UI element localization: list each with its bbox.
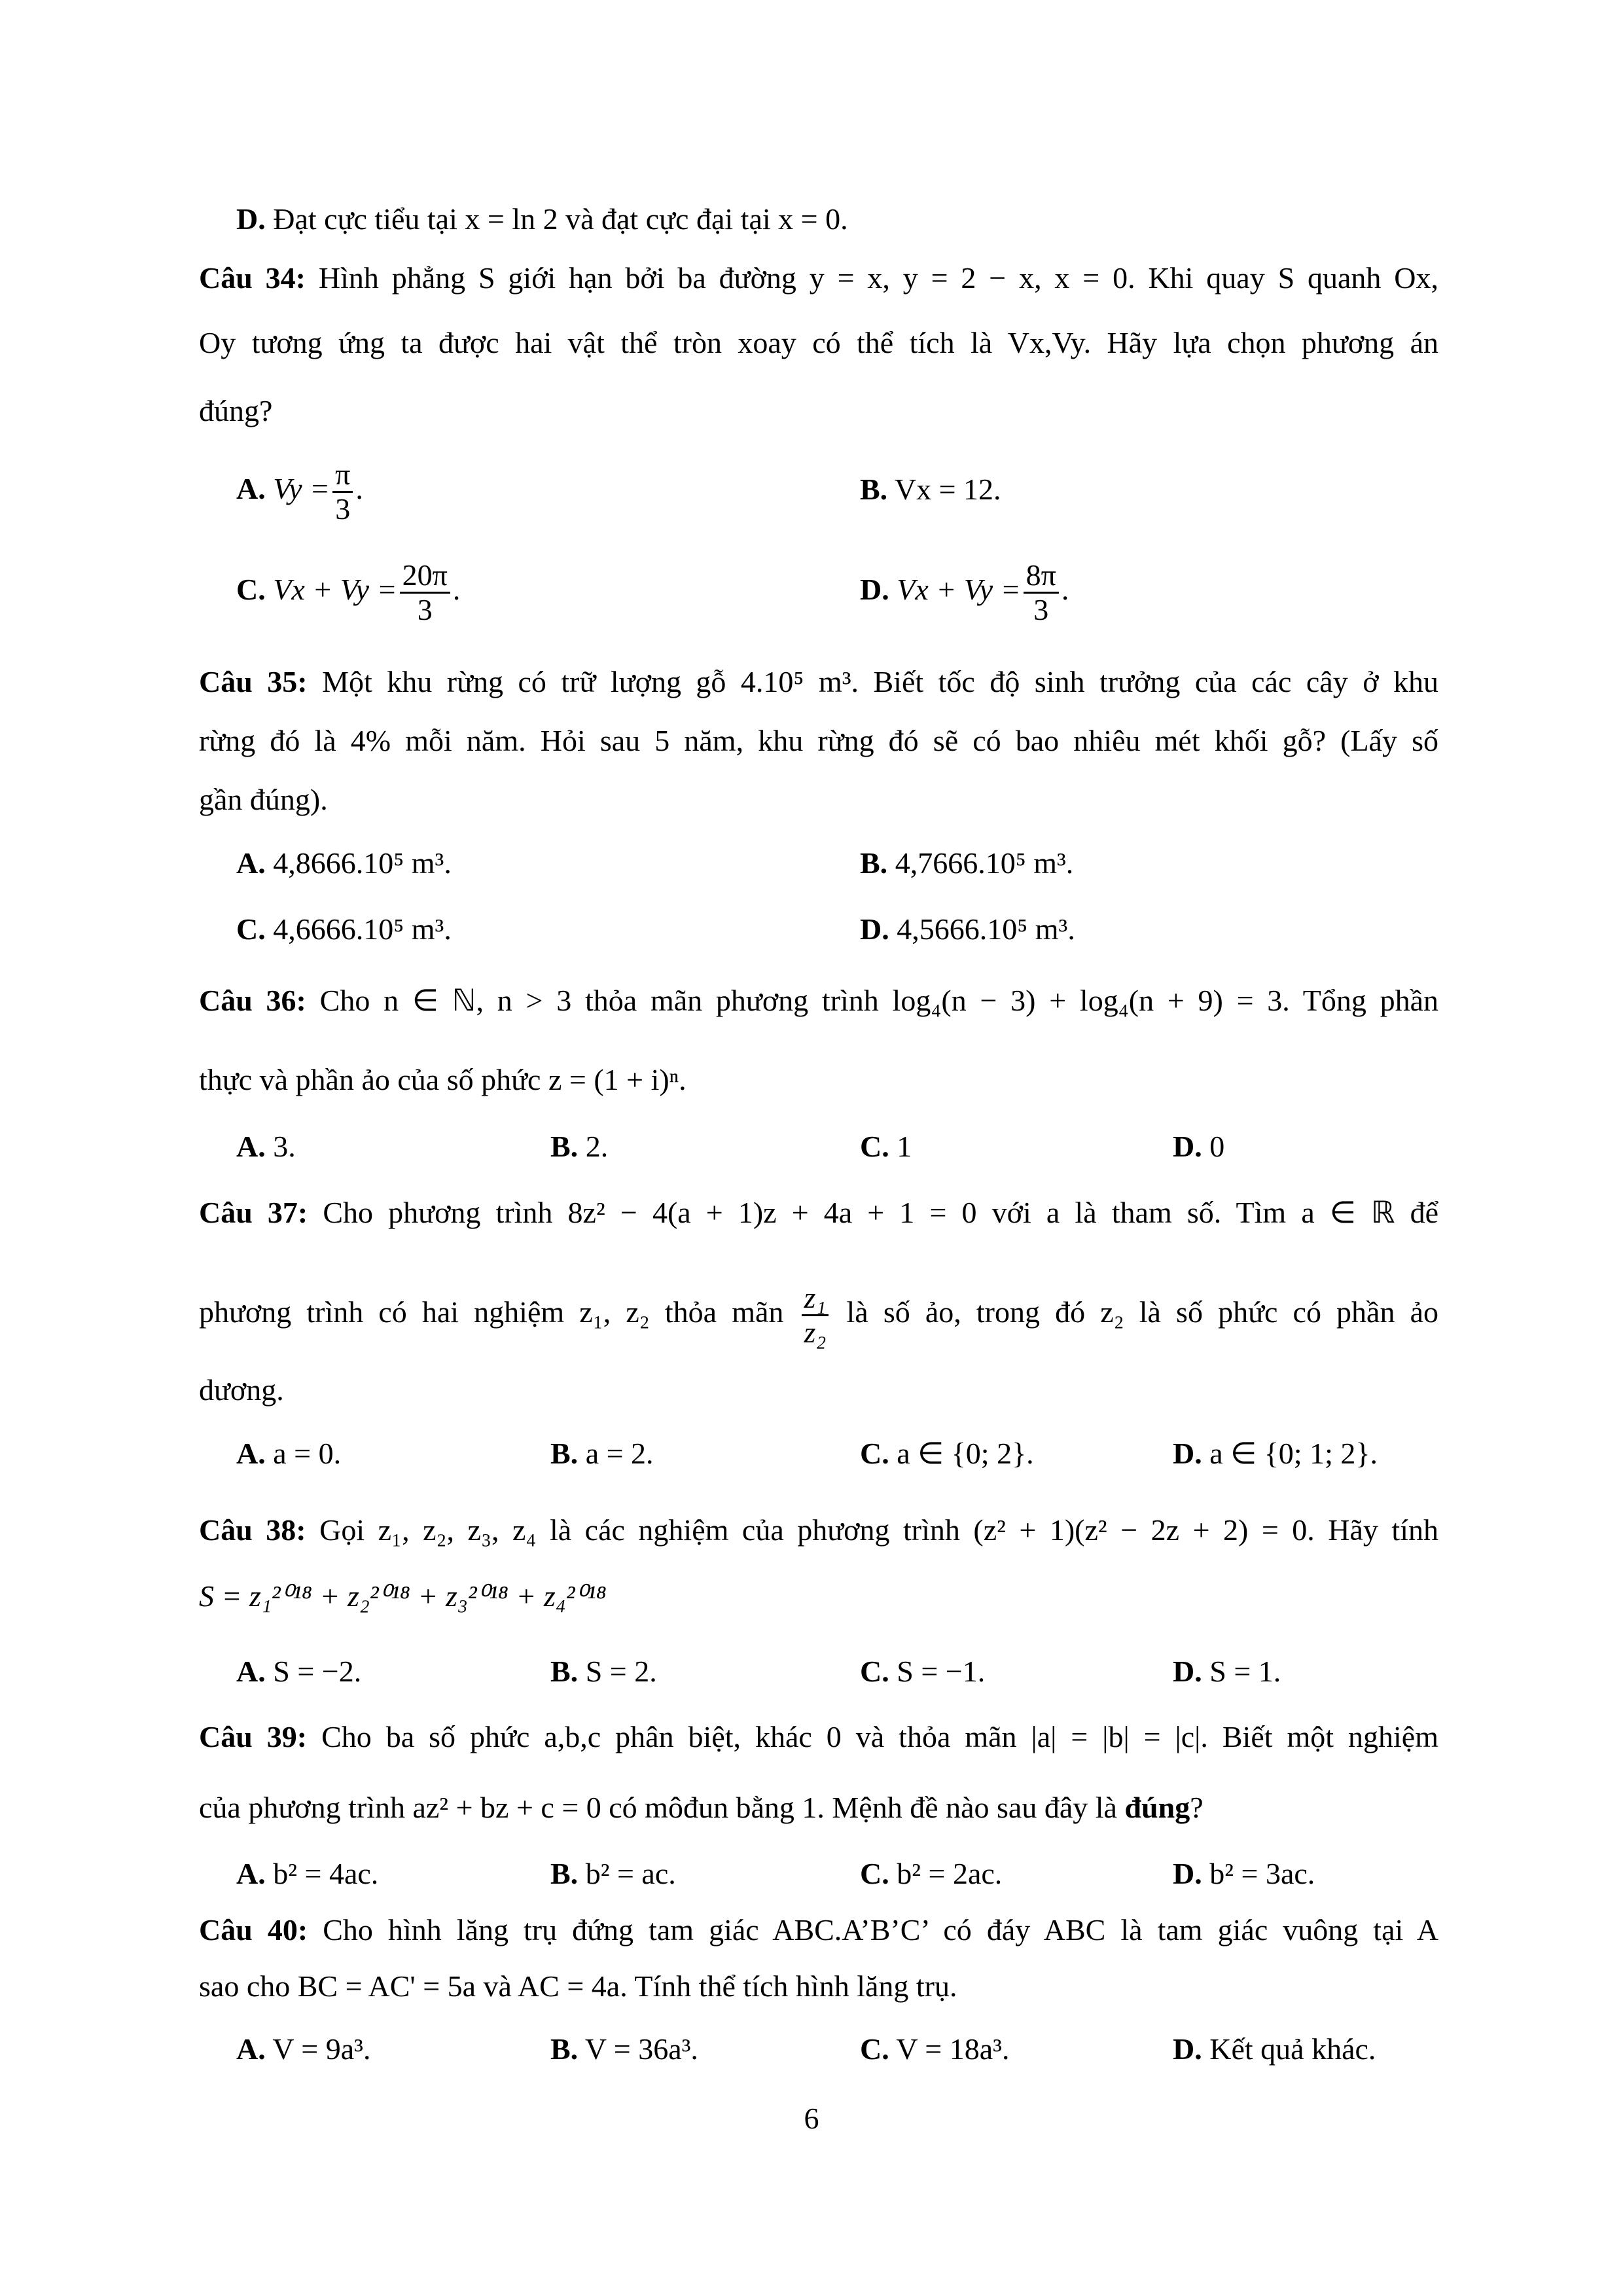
question-text: Gọi z₁, z₂, z₃, z₄ là các nghiệm của phương trình (z² + 1)(z² − 2z + 2) = 0. Hãy tính (319, 1513, 1438, 1547)
question-label: Câu 39: (199, 1720, 308, 1753)
q34-option-a[interactable]: A. Vy = $\frac{\pi}{3}$ . (236, 457, 363, 526)
question-text: Cho hình lăng trụ đứng tam giác ABC.A’B’C’ có đáy ABC là tam giác vuông tại A (323, 1913, 1439, 1946)
question-text: Cho n ∈ ℕ, n > 3 thỏa mãn phương trình log₄(n − 3) + log₄(n + 9) = 3. Tổng phần (319, 984, 1439, 1017)
question-label: Câu 36: (199, 984, 306, 1017)
option-text: S = 1. (1209, 1655, 1281, 1688)
q38-option-b[interactable] (550, 1652, 657, 1691)
option-label: D. (1173, 2032, 1202, 2066)
q37-option-d[interactable] (1173, 1434, 1378, 1473)
q34-option-d[interactable]: D. Vx + Vy = $\frac{8\pi}{3}$ . (860, 558, 1069, 626)
fraction (400, 559, 450, 626)
numerator: π (332, 458, 353, 493)
numerator: z₁ (802, 1282, 829, 1316)
option-text: 3. (273, 1130, 296, 1163)
option-text: a = 0. (273, 1437, 342, 1470)
text: phương trình có hai nghiệm z₁, z₂ thỏa mãn (199, 1295, 784, 1329)
numerator: 8π (1024, 559, 1059, 594)
option-label: A. (236, 472, 266, 506)
question-label: Câu 40: (199, 1913, 308, 1946)
option-text: 4,6666.10⁵ m³. (273, 912, 452, 946)
option-text: S = 2. (585, 1655, 657, 1688)
q39-option-a[interactable] (236, 1854, 378, 1893)
q36-option-c[interactable] (860, 1127, 912, 1166)
question-text: Cho ba số phức a,b,c phân biệt, khác 0 và thỏa mãn |a| = |b| = |c|. Biết một nghiệm (321, 1720, 1439, 1753)
option-label: D. (1173, 1130, 1202, 1163)
option-text: 2. (585, 1130, 609, 1163)
q37-option-c[interactable] (860, 1434, 1034, 1473)
emphasis: đúng (1124, 1791, 1190, 1824)
option-text: 1 (897, 1130, 912, 1163)
q37-option-a[interactable] (236, 1434, 341, 1473)
option-label: B. (550, 1437, 579, 1470)
question-label: Câu 34: (199, 261, 306, 295)
q40-option-a[interactable] (236, 2030, 370, 2069)
option-lhs: Vx + Vy = (897, 573, 1021, 607)
q38-option-a[interactable] (236, 1652, 361, 1691)
option-label: A. (236, 1655, 266, 1688)
question-text: Cho phương trình 8z² − 4(a + 1)z + 4a + 1 = 0 với a là tham số. Tìm a ∈ ℝ để (323, 1196, 1439, 1229)
numerator: 20π (400, 559, 450, 594)
q40-line1 (199, 1910, 1438, 1950)
option-text: b² = 4ac. (273, 1857, 379, 1890)
option-label: D. (1173, 1857, 1202, 1890)
denominator: 3 (417, 593, 433, 626)
option-text: Đạt cực tiểu tại x = ln 2 và đạt cực đại tại x = 0. (273, 202, 848, 236)
page-number: 6 (804, 2102, 819, 2135)
q34-line1 (199, 259, 1438, 298)
q36-option-d[interactable] (1173, 1127, 1224, 1166)
option-text: 4,7666.10⁵ m³. (895, 846, 1074, 880)
option-label: C. (860, 1857, 889, 1890)
option-text: S = −1. (897, 1655, 986, 1688)
option-text: V = 9a³. (272, 2032, 371, 2066)
q39-option-c[interactable] (860, 1854, 1002, 1893)
q37-option-b[interactable] (550, 1434, 654, 1473)
fraction (1024, 559, 1059, 626)
option-label: B. (550, 1857, 579, 1890)
denominator: z₂ (804, 1316, 827, 1349)
option-text: V = 18a³. (896, 2032, 1010, 2066)
option-label: C. (236, 912, 266, 946)
q36-option-b[interactable] (550, 1127, 608, 1166)
question-text: Hình phẳng S giới hạn bởi ba đường y = x, y = 2 − x, x = 0. Khi quay S quanh Ox, (318, 261, 1438, 295)
q38-line2: S = z₁²⁰¹⁸ + z₂²⁰¹⁸ + z₃²⁰¹⁸ + z₄²⁰¹⁸ (199, 1579, 607, 1613)
option-label: B. (860, 846, 888, 880)
denominator: 3 (335, 492, 351, 526)
q34-option-b[interactable] (860, 470, 1001, 509)
option-text: a ∈ {0; 2}. (897, 1437, 1034, 1470)
option-text: a = 2. (585, 1437, 654, 1470)
option-label: D. (860, 912, 889, 946)
option-label: B. (860, 473, 888, 506)
q40-option-c[interactable] (860, 2030, 1009, 2069)
q40-option-d[interactable] (1173, 2030, 1376, 2069)
option-label: B. (550, 1130, 579, 1163)
q38-line1 (199, 1511, 1438, 1550)
q39-option-b[interactable] (550, 1854, 676, 1893)
q37-line3: dương. (199, 1373, 284, 1407)
prev-option-d (236, 200, 848, 239)
option-text: 0 (1209, 1130, 1225, 1163)
q36-option-a[interactable] (236, 1127, 296, 1166)
option-label: C. (860, 1130, 889, 1163)
option-label: A. (236, 1130, 266, 1163)
q34-line3: đúng? (199, 394, 273, 427)
option-text: a ∈ {0; 1; 2}. (1209, 1437, 1378, 1470)
option-label: C. (860, 1655, 889, 1688)
q35-line1 (199, 662, 1438, 702)
option-text: Kết quả khác. (1209, 2032, 1376, 2066)
fraction (332, 458, 353, 526)
text: của phương trình az² + bz + c = 0 có môđun bằng 1. Mệnh đề nào sau đây là (199, 1791, 1117, 1824)
option-label: A. (236, 2032, 266, 2066)
option-text: 4,5666.10⁵ m³. (897, 912, 1075, 946)
q40-option-b[interactable] (550, 2030, 698, 2069)
question-label: Câu 37: (199, 1196, 308, 1229)
option-label: A. (236, 846, 266, 880)
q36-line2: thực và phần ảo của số phức z = (1 + i)ⁿ. (199, 1063, 687, 1096)
option-lhs: Vx + Vy = (273, 573, 397, 607)
option-text: b² = 3ac. (1209, 1857, 1315, 1890)
option-label: B. (550, 1655, 579, 1688)
option-text: b² = 2ac. (897, 1857, 1003, 1890)
option-label: C. (860, 1437, 889, 1470)
q39-line2 (199, 1788, 1438, 1827)
option-text: V = 36a³. (584, 2032, 698, 2066)
question-label: Câu 38: (199, 1513, 306, 1547)
denominator: 3 (1033, 593, 1049, 626)
q38-option-c[interactable] (860, 1652, 985, 1691)
option-label: D. (860, 573, 889, 607)
option-label: C. (860, 2032, 889, 2066)
option-lhs: Vy = (273, 472, 330, 506)
q38-option-d[interactable] (1173, 1652, 1281, 1691)
option-label: C. (236, 573, 266, 607)
q35-option-c[interactable] (236, 910, 452, 949)
q40-line2: sao cho BC = AC' = 5a và AC = 4a. Tính thể tích hình lăng trụ. (199, 1969, 957, 2003)
q39-option-d[interactable] (1173, 1854, 1315, 1893)
option-text: b² = ac. (585, 1857, 676, 1890)
q34-line2: Oy tương ứng ta được hai vật thể tròn xoay có thể tích là Vx,Vy. Hãy lựa chọn phương án (199, 326, 1438, 359)
option-label: B. (550, 2032, 579, 2066)
q37-line1 (199, 1193, 1438, 1232)
option-label: A. (236, 1437, 266, 1470)
q36-line1 (199, 981, 1438, 1020)
option-text: 4,8666.10⁵ m³. (273, 846, 452, 880)
option-text: Vx = 12. (894, 473, 1001, 506)
option-label: A. (236, 1857, 266, 1890)
q39-line1 (199, 1717, 1438, 1757)
option-label: D. (1173, 1437, 1202, 1470)
question-label: Câu 35: (199, 665, 308, 698)
q34-option-c[interactable]: C. Vx + Vy = $\frac{20\pi}{3}$ . (236, 558, 461, 626)
q35-line3: gần đúng). (199, 783, 328, 816)
q37-line2 (199, 1282, 1438, 1349)
q35-option-a[interactable] (236, 844, 452, 883)
option-text: S = −2. (273, 1655, 362, 1688)
text: là số ảo, trong đó z₂ là số phức có phần ảo (846, 1295, 1438, 1329)
q35-option-b[interactable] (860, 844, 1073, 883)
q35-line2: rừng đó là 4% mỗi năm. Hỏi sau 5 năm, khu rừng đó sẽ có bao nhiêu mét khối gỗ? (Lấy số (199, 724, 1438, 757)
fraction (802, 1282, 829, 1349)
text: ? (1190, 1791, 1204, 1824)
q35-option-d[interactable] (860, 910, 1075, 949)
option-label: D. (1173, 1655, 1202, 1688)
question-text: Một khu rừng có trữ lượng gỗ 4.10⁵ m³. Biết tốc độ sinh trưởng của các cây ở khu (322, 665, 1439, 698)
option-label: D. (236, 202, 266, 236)
